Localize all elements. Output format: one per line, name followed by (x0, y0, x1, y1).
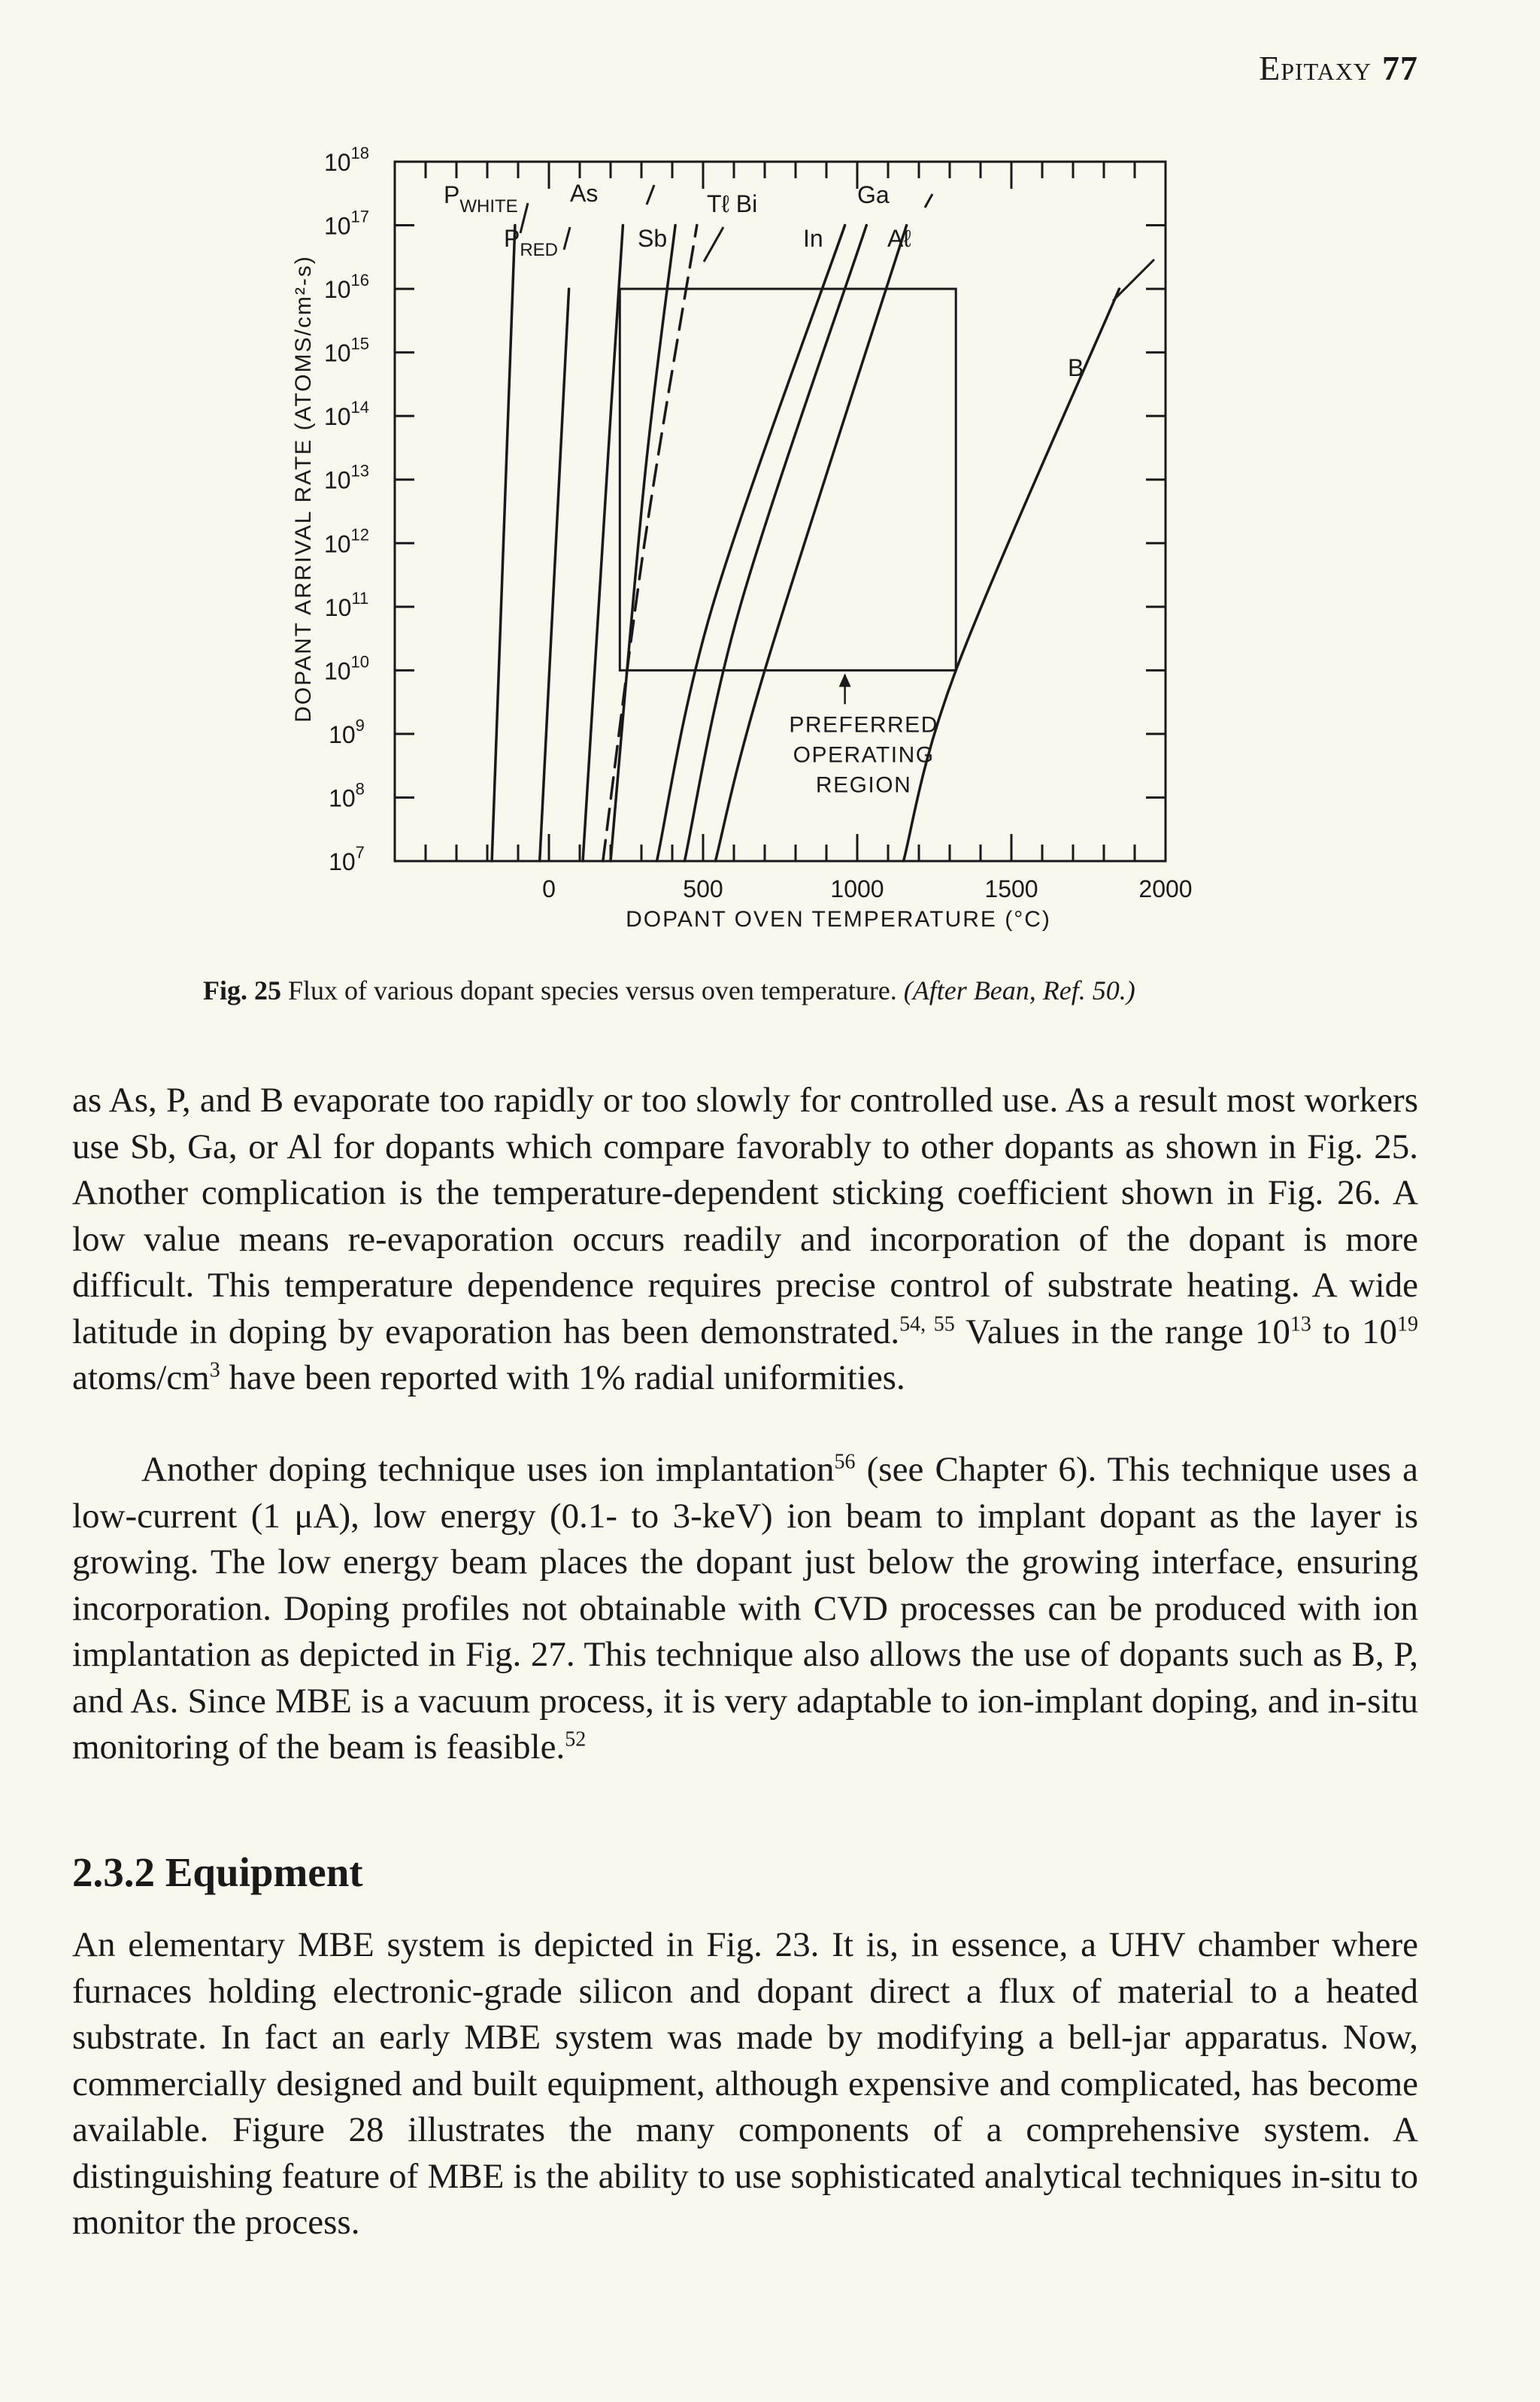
citation-52: 52 (565, 1727, 587, 1751)
figure-source: (After Bean, Ref. 50.) (903, 975, 1135, 1005)
label-leader (925, 194, 932, 208)
series-line-b (904, 289, 1120, 861)
y-tick-label: $10^{15}$ (323, 334, 370, 367)
paragraph-3: An elementary MBE system is depicted in Fig. 23. It is, in essence, a UHV chamber where furnaces holding electronic-grade silicon and dopant direct a flux of material to a heated substrate. In fact an early MBE system was made by modifying a bell-jar apparatus. Now, commercially designed and built equipment, although expensive and complicated, has become available. Figure 28 illustrates the many components of a comprehensive system. A distinguishing feature of MBE is the ability to use sophisticated analytical techniques in-situ to monitor the process. (72, 1925, 1418, 2242)
figure-25 (256, 128, 1233, 955)
y-tick-label: $10^{11}$ (324, 588, 369, 621)
paragraph-1-text-b: Values in the range 10 (954, 1312, 1290, 1351)
section-heading: 2.3.2 Equipment (72, 1849, 363, 1895)
y-tick-label: $10^{16}$ (323, 271, 370, 304)
x-tick-label: 0 (542, 875, 556, 902)
page-number: 77 (1382, 49, 1418, 87)
series-label-pwhite: $P_{WHITE}$ (444, 181, 518, 217)
x-tick-label: 500 (683, 875, 723, 902)
y-tick-label: $10^7$ (329, 843, 365, 875)
y-tick-label: $10^{13}$ (323, 461, 370, 494)
x-tick-label: 1000 (830, 875, 884, 902)
citation-54-55: 54, 55 (899, 1312, 955, 1336)
y-tick-label: $10^{14}$ (323, 398, 370, 431)
series-label-as: As (570, 180, 599, 207)
label-leader (704, 227, 723, 262)
label-leader (1113, 259, 1154, 301)
x-tick-label: 1500 (984, 875, 1038, 902)
series-line-as (583, 226, 623, 862)
label-leader (520, 203, 528, 233)
y-tick-label: $10^{17}$ (323, 207, 370, 240)
paragraph-1-text-c: to 10 (1311, 1312, 1397, 1351)
series-label-tlbi: Tℓ Bi (707, 190, 758, 217)
y-tick-label: $10^8$ (329, 779, 365, 812)
plot-frame (395, 162, 1166, 861)
series-label-in: In (803, 225, 823, 252)
figure-caption (203, 975, 1406, 1006)
series-label-b: B (1068, 354, 1084, 381)
y-axis-label: DOPANT ARRIVAL RATE (ATOMS/cm²-s) (291, 255, 316, 723)
running-head (1259, 48, 1418, 88)
citation-56: 56 (834, 1450, 856, 1474)
paragraph-1 (72, 1078, 1418, 1402)
paragraph-1-text-e: have been reported with 1% radial uniformities. (220, 1358, 905, 1397)
series-label-ga: Ga (857, 181, 890, 208)
region-label: OPERATING (793, 742, 935, 768)
y-tick-label: $10^{12}$ (323, 525, 370, 558)
paragraph-1-text: as As, P, and B evaporate too rapidly or too slowly for controlled use. As a result most workers use Sb, Ga, or Al for dopants which compare favorably to other dopants as shown in Fig. 25. Another complication is the temperature-dependent sticking coefficient shown in Fig. 26. A low value means re-evaporation occurs readily and incorporation of the dopant is more difficult. This temperature dependence requires precise control of substrate heating. A wide latitude in doping by evaporation has been demonstrated. (72, 1081, 1418, 1351)
y-tick-label: $10^9$ (329, 715, 365, 748)
x-tick-label: 2000 (1138, 875, 1193, 902)
preferred-region-box (620, 289, 956, 670)
paragraph-2-text: Another doping technique uses ion implantation (141, 1450, 835, 1489)
figure-label: Fig. 25 (203, 975, 281, 1005)
region-arrow-head (839, 673, 851, 687)
region-label: REGION (815, 772, 912, 798)
series-line-pred (540, 289, 569, 861)
series-line-pwhite (492, 226, 515, 862)
y-tick-label: $10^{10}$ (323, 652, 370, 685)
exponent-13: 13 (1290, 1312, 1311, 1336)
region-label: PREFERRED (789, 712, 938, 738)
paragraph-1-text-d: atoms/cm (72, 1358, 210, 1397)
y-tick-label: $10^{18}$ (323, 144, 370, 176)
flux-chart (256, 128, 1233, 955)
series-label-al: Aℓ (887, 225, 911, 252)
paragraph-2 (72, 1447, 1418, 1771)
running-head-title: Epitaxy (1259, 49, 1372, 87)
label-leader (564, 227, 570, 250)
exponent-19: 19 (1397, 1312, 1418, 1336)
series-label-pred: $P_{RED}$ (504, 225, 559, 260)
label-leader (647, 185, 654, 205)
series-label-sb: Sb (638, 225, 668, 252)
figure-caption-text: Flux of various dopant species versus oven temperature. (288, 975, 897, 1005)
exponent-3: 3 (209, 1358, 220, 1382)
paragraph-2-text-b: (see Chapter 6). This technique uses a low-current (1 μA), low energy (0.1- to 3-keV) ion beam to implant dopant as the layer is growing. The low energy beam places the dopant just below the growing interface, ensuring incorporation. Doping profiles not obtainable with CVD processes can be produced with ion implantation as depicted in Fig. 27. This technique also allows the use of dopants such as B, P, and As. Since MBE is a vacuum process, it is very adaptable to ion-implant doping, and in-situ monitoring of the beam is feasible. (72, 1450, 1419, 1767)
x-axis-label: DOPANT OVEN TEMPERATURE (°C) (626, 907, 1051, 932)
